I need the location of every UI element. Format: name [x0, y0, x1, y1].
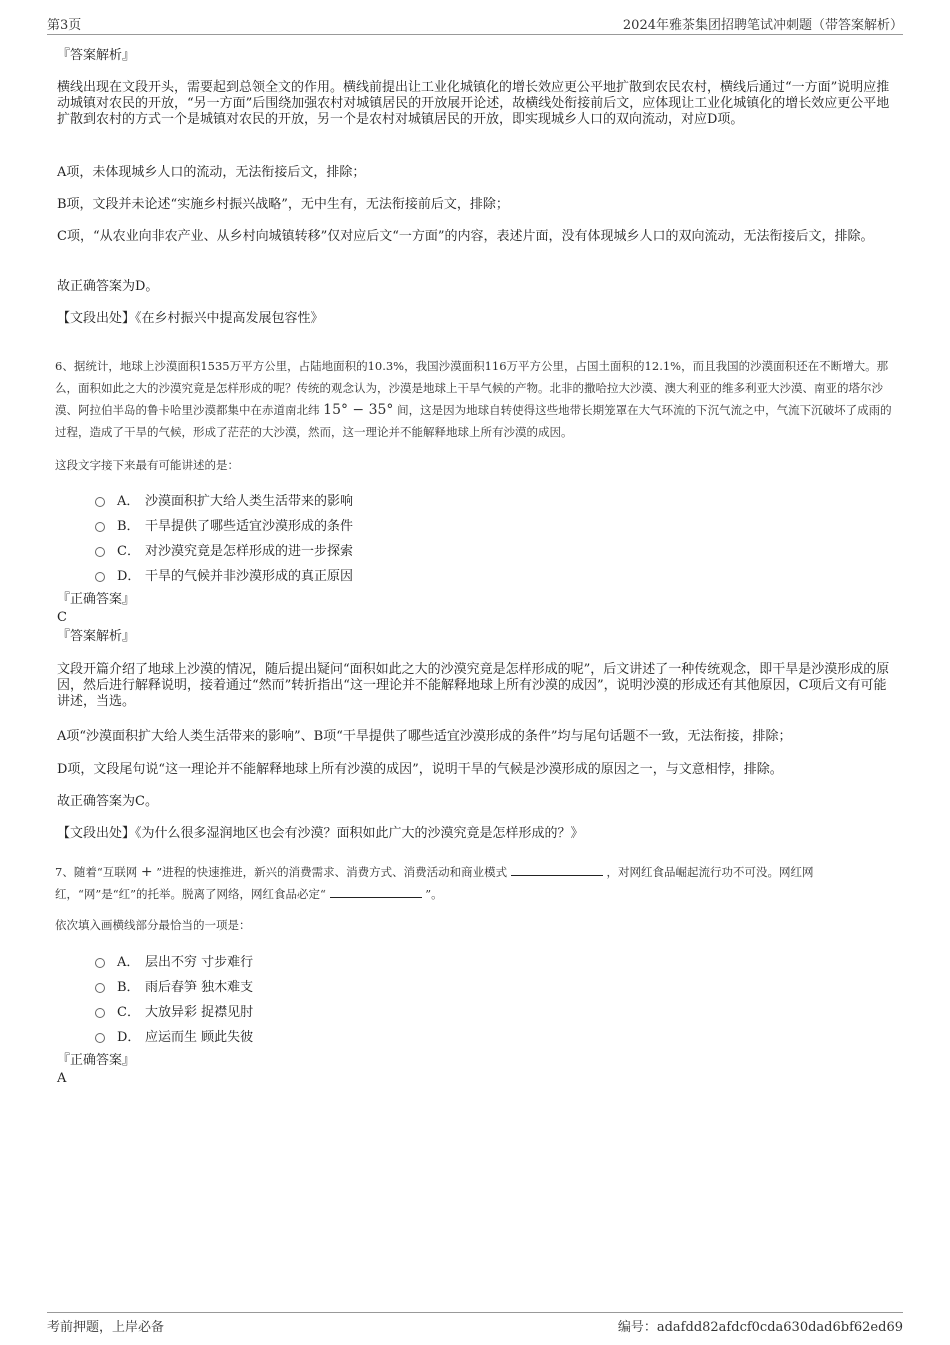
radio-icon[interactable] [95, 572, 105, 582]
correct-answer: A [57, 1071, 67, 1086]
question-7-stem: 7、随着“互联网 + ”进程的快速推进，新兴的消费需求、消费方式、消费活动和商业模式 ，对网红食品崛起流行功不可没。网红网红，“网”是“红”的托举。脱离了网络，网红食品必定“ ”。 [55, 864, 814, 901]
document-title: 2024年雅茶集团招聘笔试冲刺题（带答案解析） [622, 18, 903, 33]
radio-icon[interactable] [95, 497, 105, 507]
analysis-paragraph: 横线出现在文段开头，需要起到总领全文的作用。横线前提出让工业化城镇化的增长效应更公平地扩散到农民农村，横线后通过“一方面”说明应推动城镇对农民的开放，“另一方面”后围绕加强农村对城镇居民的开放展开论述，故横线处衔接前后文，应体现让工业化城镇化的增长效应更公平地扩散到农村的方式一个是城镇对农民的开放，另一个是农村对城镇居民的开放，即实现城乡人口的双向流动，对应D项。 [57, 80, 890, 127]
option-d[interactable]: D． 应运而生 顾此失彼 [95, 1026, 253, 1045]
radio-icon[interactable] [95, 1033, 105, 1043]
analysis-paragraph: 文段开篇介绍了地球上沙漠的情况，随后提出疑问“面积如此之大的沙漠究竟是怎样形成的呢”，后文讲述了一种传统观念，即干旱是沙漠形成的原因，然后进行解释说明，接着通过“然而”转折指出“这一理论并不能解释地球上所有沙漠的成因”，说明沙漠的形成还有其他原因，C项后文有可能讲述，当选。 [57, 662, 890, 709]
question-6-stem: 6、据统计，地球上沙漠面积1535万平方公里，占陆地面积的10.3%，我国沙漠面积116万平方公里，占国土面积的12.1%，而且我国的沙漠面积还在不断增大。那么，面积如此之大的沙漠究竟是怎样形成的呢？传统的观念认为，沙漠是地球上干旱气候的产物。北非的撒哈拉大沙漠、澳大利亚的维多利亚大沙漠、南亚的塔尔沙漠、阿拉伯半岛的鲁卡哈里沙漠都集中在赤道南北纬 15° − 35° 间，这是因为地球自转使得这些地带长期笼罩在大气环流的下沉气流之中，气流下沉破坏了成雨的过程，造成了干旱的气候，形成了茫茫的大沙漠，然而，这一理论并不能解释地球上所有沙漠的成因。 [55, 359, 892, 439]
analysis-label: 『答案解析』 [57, 629, 136, 644]
plus-symbol: + [140, 864, 153, 880]
option-c[interactable]: C． 大放异彩 捉襟见肘 [95, 1001, 253, 1020]
conclusion: 故正确答案为D。 [57, 279, 159, 294]
page-footer [47, 1312, 903, 1336]
option-a[interactable]: A． 层出不穷 寸步难行 [95, 951, 253, 970]
option-a[interactable]: A． 沙漠面积扩大给人类生活带来的影响 [95, 490, 353, 509]
question-7-prompt: 依次填入画横线部分最恰当的一项是： [55, 918, 251, 932]
option-b[interactable]: B． 雨后春笋 独木难支 [95, 976, 253, 995]
analysis-option-c: C项，“从农业向非农产业、从乡村向城镇转移”仅对应后文“一方面”的内容，表述片面，没有体现城乡人口的双向流动，无法衔接后文，排除。 [57, 229, 874, 244]
analysis-option-b: B项，文段并未论述“实施乡村振兴战略”，无中生有，无法衔接前后文，排除； [57, 197, 509, 212]
fill-blank-1 [511, 863, 603, 876]
analysis-label: 『答案解析』 [57, 48, 136, 63]
radio-icon[interactable] [95, 522, 105, 532]
document-code: 编号：adafdd82afdcf0cda630dad6bf62ed69 [617, 1320, 903, 1335]
conclusion: 故正确答案为C。 [57, 794, 158, 809]
radio-icon[interactable] [95, 958, 105, 968]
correct-answer: C [57, 610, 67, 625]
radio-icon[interactable] [95, 1008, 105, 1018]
source-citation: 【文段出处】《为什么很多湿润地区也会有沙漠？面积如此广大的沙漠究竟是怎样形成的？》 [57, 826, 584, 841]
analysis-option-d: D项，文段尾句说“这一理论并不能解释地球上所有沙漠的成因”，说明干旱的气候是沙漠形成的原因之一，与文意相悖，排除。 [57, 762, 783, 777]
correct-answer-label: 『正确答案』 [57, 592, 136, 607]
fill-blank-2 [330, 885, 422, 898]
analysis-option-a: A项，未体现城乡人口的流动，无法衔接后文，排除； [57, 165, 366, 180]
option-d[interactable]: D． 干旱的气候并非沙漠形成的真正原因 [95, 565, 353, 584]
page-header [47, 14, 903, 35]
latitude-range: 15° − 35° [323, 402, 394, 418]
radio-icon[interactable] [95, 547, 105, 557]
correct-answer-label: 『正确答案』 [57, 1053, 136, 1068]
source-citation: 【文段出处】《在乡村振兴中提高发展包容性》 [57, 311, 324, 326]
option-b[interactable]: B． 干旱提供了哪些适宜沙漠形成的条件 [95, 515, 353, 534]
analysis-options-ab: A项“沙漠面积扩大给人类生活带来的影响”、B项“干旱提供了哪些适宜沙漠形成的条件”均与尾句话题不一致，无法衔接，排除； [57, 729, 792, 744]
option-c[interactable]: C． 对沙漠究竟是怎样形成的进一步探索 [95, 540, 353, 559]
question-6-prompt: 这段文字接下来最有可能讲述的是： [55, 458, 239, 472]
radio-icon[interactable] [95, 983, 105, 993]
page-number: 第3页 [47, 18, 82, 33]
footer-slogan: 考前押题，上岸必备 [47, 1320, 165, 1335]
